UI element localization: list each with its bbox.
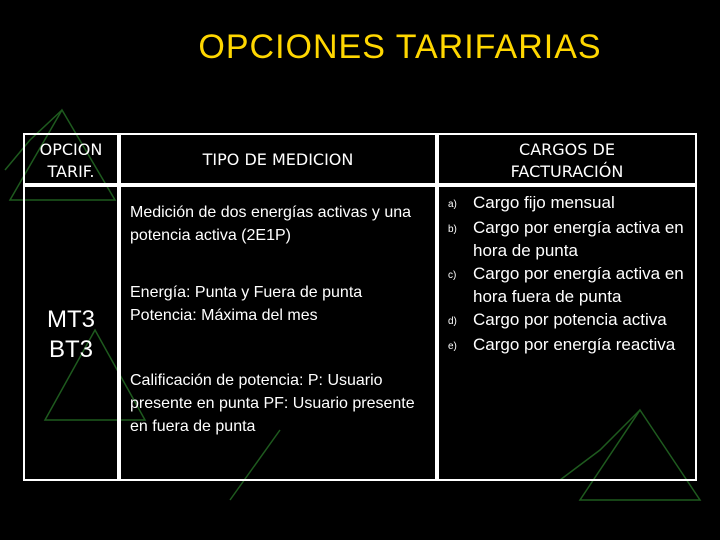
- charges-list: [439, 191, 695, 358]
- charge-letter: b): [448, 224, 457, 235]
- charge-item: [439, 308, 695, 333]
- charge-letter: e): [448, 341, 457, 352]
- charges-cell: [437, 185, 697, 481]
- charge-item: [439, 191, 695, 216]
- measurement-item: Calificación de potencia: P: Usuario presente en punta PF: Usuario presente en fuera de punta: [130, 372, 415, 435]
- option-cell: [23, 185, 119, 481]
- charge-item: [439, 262, 695, 308]
- header-charges: [437, 133, 697, 185]
- header-measurement: [119, 133, 437, 185]
- charge-item: [439, 333, 695, 358]
- charge-letter: c): [448, 270, 457, 281]
- charge-item: [439, 216, 695, 262]
- measurement-item: Medición de dos energías activas y una potencia activa (2E1P): [130, 204, 412, 244]
- measurement-item: Energía: Punta y Fuera de punta Potencia: Máxima del mes: [130, 284, 363, 324]
- header-option-label: OPCION TARIF.: [39, 140, 103, 181]
- header-charges-label: CARGOS DE FACTURACIÓN: [510, 140, 624, 181]
- charge-text: Cargo por energía activa en hora de punta: [473, 218, 684, 260]
- header-option: [23, 133, 119, 185]
- measurement-cell: [119, 185, 437, 481]
- option-bt3: BT3: [48, 336, 93, 363]
- page-title: OPCIONES TARIFARIAS: [198, 28, 602, 66]
- header-measurement-label: TIPO DE MEDICION: [202, 150, 354, 169]
- charge-text: Cargo por energía activa en hora fuera de punta: [473, 264, 684, 306]
- charge-letter: a): [448, 199, 457, 210]
- charge-letter: d): [448, 316, 457, 327]
- charge-text: Cargo fijo mensual: [473, 193, 615, 212]
- charge-text: Cargo por energía reactiva: [473, 335, 676, 354]
- option-list: [25, 305, 117, 365]
- option-mt3: MT3: [47, 306, 95, 333]
- charge-text: Cargo por potencia activa: [473, 310, 667, 329]
